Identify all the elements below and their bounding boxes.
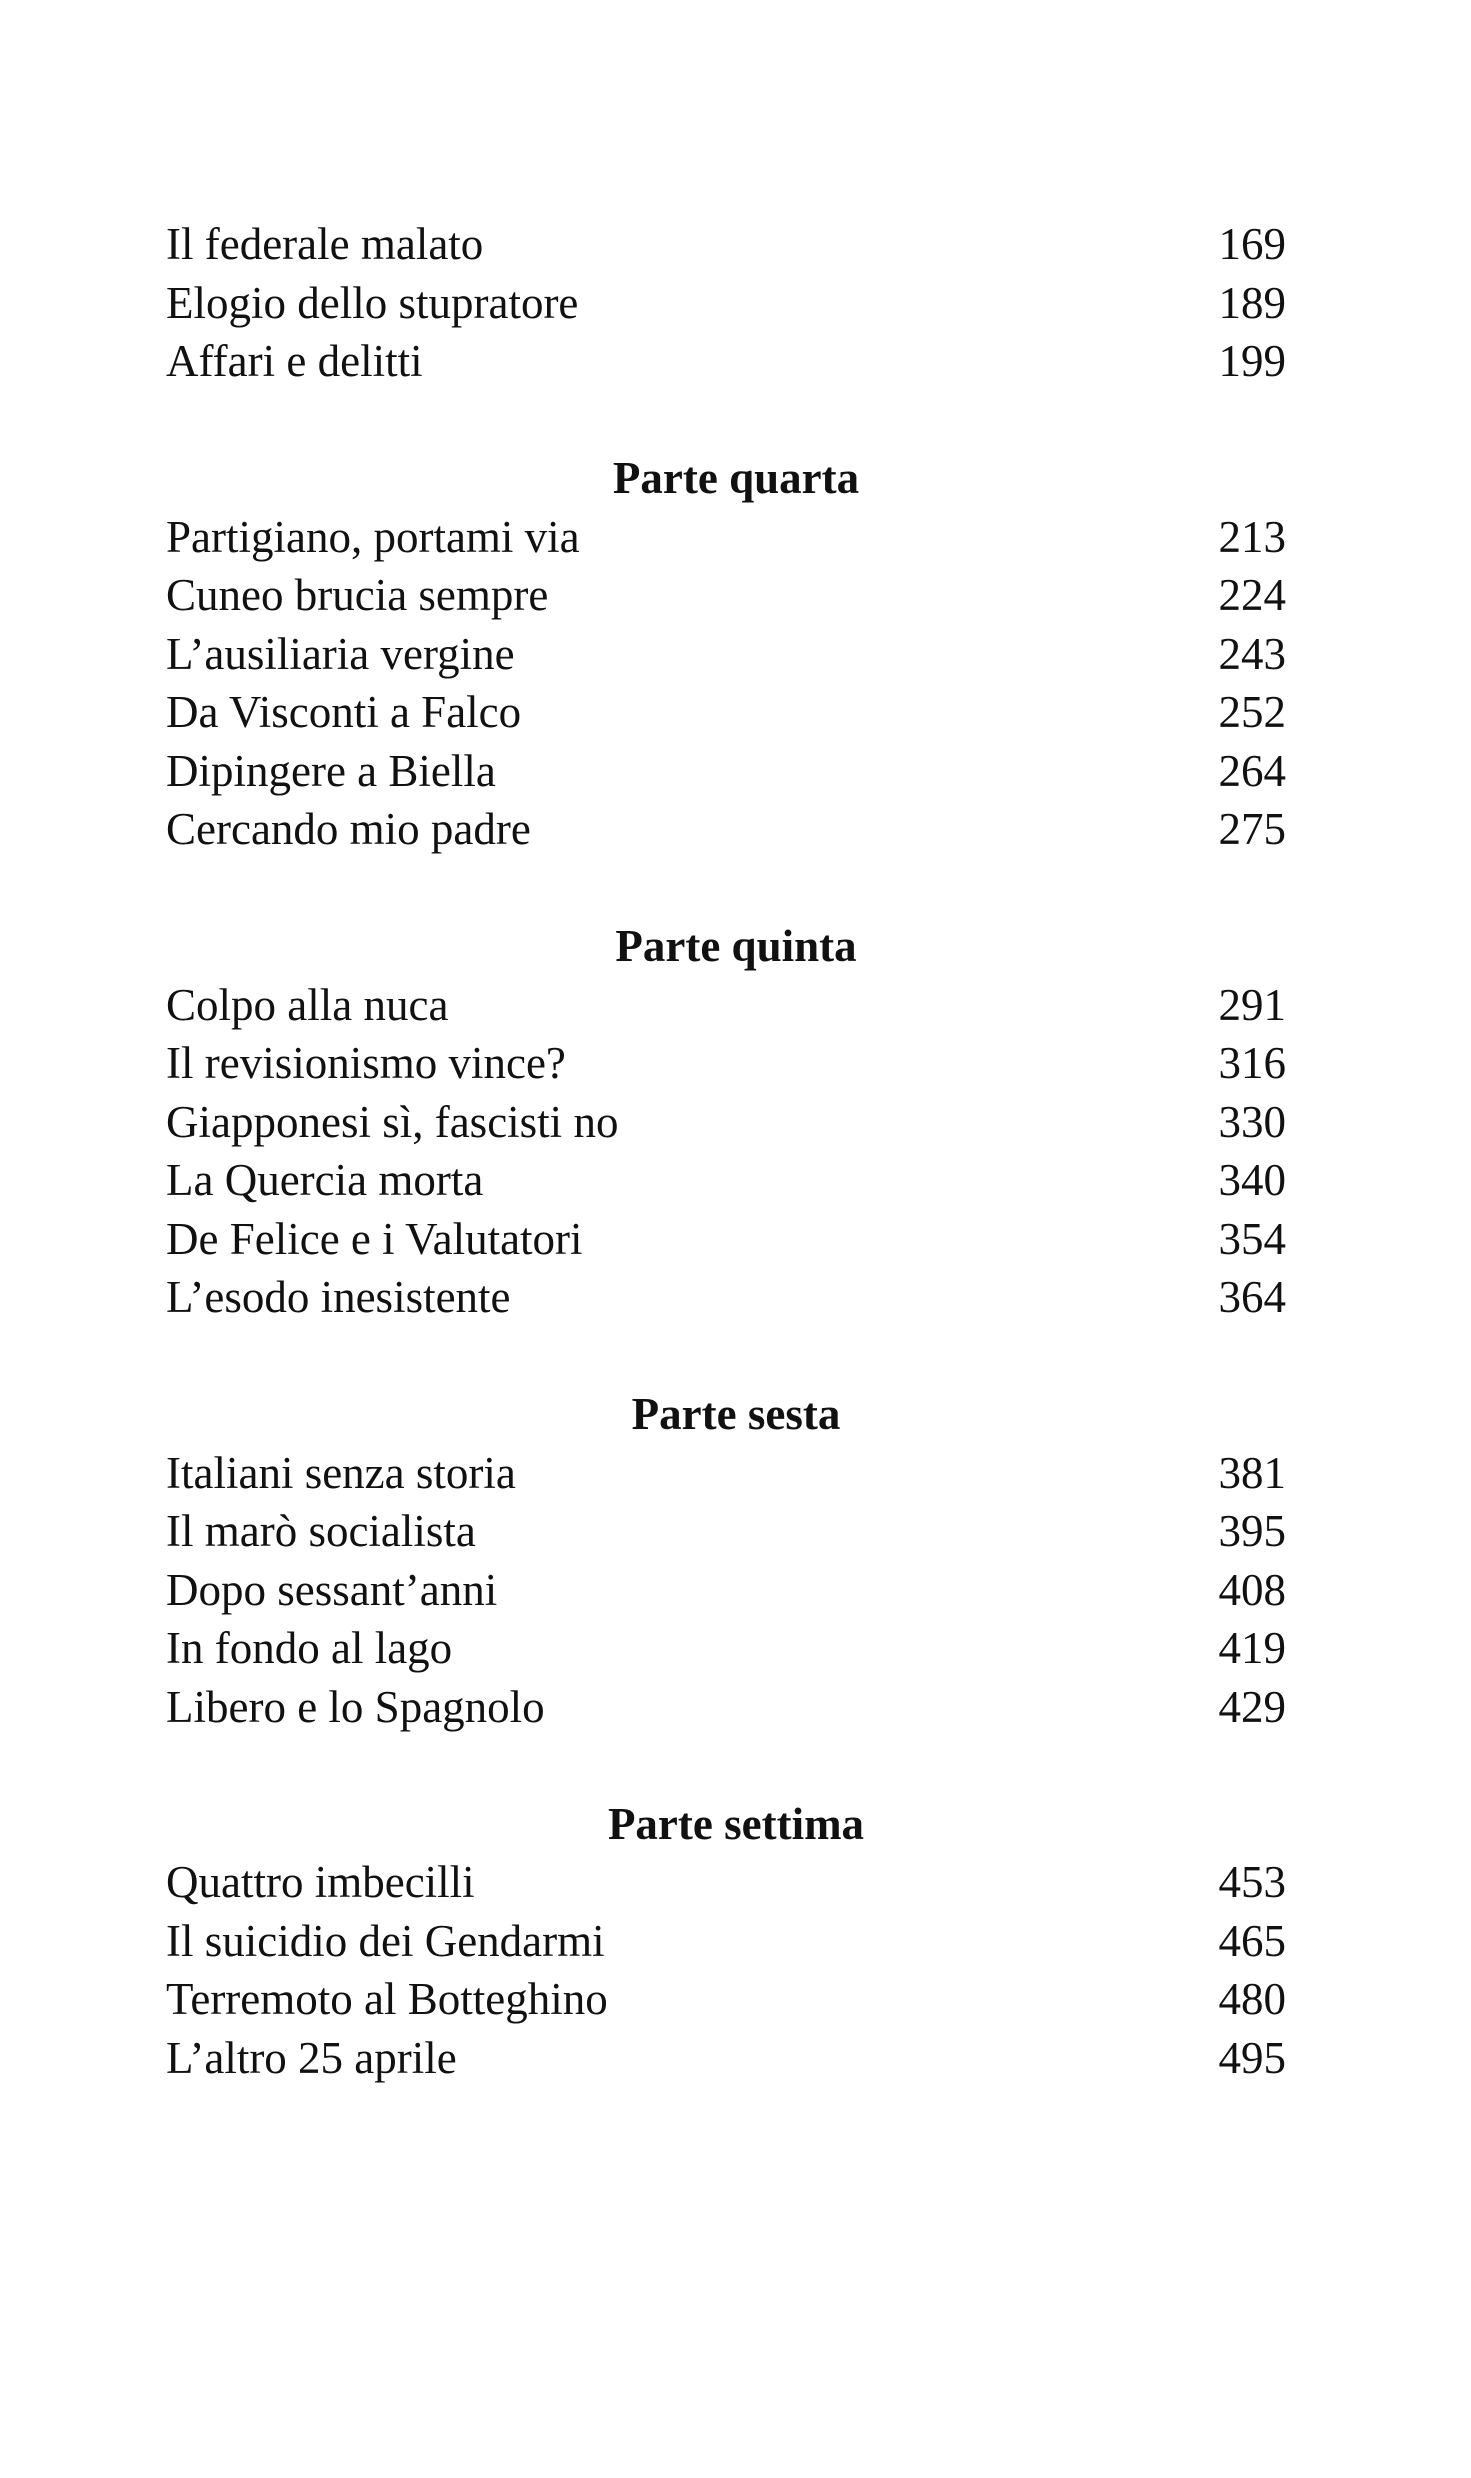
section-heading: Parte sesta	[631, 1389, 841, 1439]
entry-page-number: 316	[1218, 1038, 1286, 1088]
entry-page-number: 224	[1218, 570, 1286, 620]
toc-entry	[166, 1444, 1286, 1503]
toc-entry	[166, 1210, 1286, 1269]
toc-entry	[166, 1151, 1286, 1210]
entry-page-number: 408	[1218, 1564, 1286, 1615]
entry-title: Cuneo brucia sempre	[166, 570, 549, 620]
entry-page-number: 252	[1218, 687, 1286, 737]
entry-page-number: 169	[1218, 219, 1286, 269]
entry-title: In fondo al lago	[166, 1623, 453, 1673]
toc-entry	[166, 1502, 1286, 1561]
entry-page-number: 429	[1218, 1681, 1286, 1732]
entry-page-number: 419	[1218, 1623, 1286, 1673]
entry-page-number: 264	[1218, 745, 1286, 796]
entry-title: Giapponesi sì, fascisti no	[166, 1096, 619, 1147]
toc-entry	[166, 976, 1286, 1035]
entry-title: Il suicidio dei Gendarmi	[166, 1915, 605, 1966]
toc-entry	[166, 1912, 1286, 1971]
toc-entry	[166, 2029, 1286, 2088]
section-heading: Parte quinta	[615, 921, 857, 971]
entry-title: Il marò socialista	[166, 1506, 476, 1556]
entry-title: Libero e lo Spagnolo	[166, 1681, 545, 1732]
entry-title: Colpo alla nuca	[166, 979, 449, 1030]
entry-title: Affari e delitti	[166, 336, 423, 386]
entry-page-number: 465	[1218, 1915, 1286, 1966]
entry-title: Elogio dello stupratore	[166, 277, 579, 328]
entry-page-number: 291	[1218, 979, 1286, 1030]
entry-title: La Quercia morta	[166, 1155, 484, 1205]
toc-entry	[166, 742, 1286, 801]
entry-title: Il federale malato	[166, 219, 484, 269]
entry-page-number: 480	[1218, 1974, 1286, 2024]
entry-page-number: 381	[1218, 1447, 1286, 1498]
toc-entry	[166, 1034, 1286, 1093]
entry-title: Partigiano, portami via	[166, 511, 580, 562]
entry-title: Dopo sessant’anni	[166, 1564, 498, 1615]
toc-entry	[166, 683, 1286, 742]
entry-title: L’altro 25 aprile	[166, 2032, 457, 2083]
toc-entry	[166, 1853, 1286, 1912]
entry-page-number: 243	[1218, 628, 1286, 679]
entry-page-number: 340	[1218, 1155, 1286, 1205]
toc-entry	[166, 1268, 1286, 1327]
entry-title: Quattro imbecilli	[166, 1857, 475, 1907]
entry-title: Terremoto al Botteghino	[166, 1974, 608, 2024]
toc-entry	[166, 508, 1286, 567]
section-heading: Parte quarta	[612, 453, 860, 503]
entry-page-number: 213	[1218, 511, 1286, 562]
toc-entry	[166, 1970, 1286, 2029]
entry-page-number: 275	[1218, 804, 1286, 854]
entry-title: Dipingere a Biella	[166, 745, 496, 796]
entry-page-number: 364	[1218, 1272, 1286, 1322]
entry-title: De Felice e i Valutatori	[166, 1213, 583, 1264]
toc-entry	[166, 1093, 1286, 1152]
toc-entry	[166, 1619, 1286, 1678]
entry-page-number: 330	[1218, 1096, 1286, 1147]
entry-title: Cercando mio padre	[166, 804, 531, 854]
toc-entry	[166, 625, 1286, 684]
toc-entry	[166, 215, 1286, 274]
toc-entry	[166, 1561, 1286, 1620]
entry-title: Da Visconti a Falco	[166, 687, 522, 737]
toc-entry	[166, 566, 1286, 625]
toc-entry	[166, 1678, 1286, 1737]
entry-page-number: 453	[1218, 1857, 1286, 1907]
entry-page-number: 189	[1218, 277, 1286, 328]
entry-page-number: 395	[1218, 1506, 1286, 1556]
toc-entry	[166, 332, 1286, 391]
entry-title: Il revisionismo vince?	[166, 1038, 566, 1088]
table-of-contents	[166, 215, 1286, 2087]
entry-page-number: 354	[1218, 1213, 1286, 1264]
section-heading: Parte settima	[607, 1798, 865, 1849]
entry-page-number: 495	[1218, 2032, 1286, 2083]
entry-page-number: 199	[1218, 336, 1286, 386]
entry-title: L’ausiliaria vergine	[166, 628, 515, 679]
toc-entry	[166, 274, 1286, 333]
entry-title: L’esodo inesistente	[166, 1272, 511, 1322]
entry-title: Italiani senza storia	[166, 1447, 516, 1498]
toc-entry	[166, 800, 1286, 859]
